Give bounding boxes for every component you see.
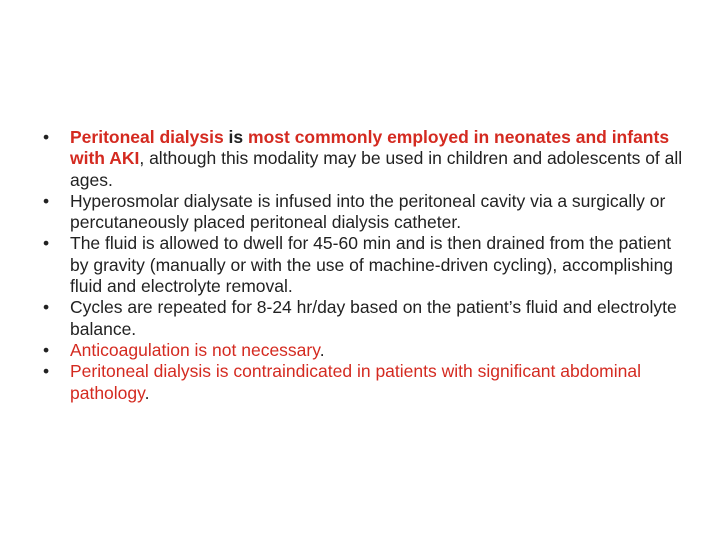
bullet-item-3 <box>43 233 693 297</box>
bullet-item-4 <box>43 297 693 340</box>
text-period: . <box>144 382 150 403</box>
bullet-item-5 <box>43 340 693 361</box>
text-period: . <box>319 339 325 360</box>
bullet-dot-icon: • <box>43 190 50 211</box>
text-dialysate-infusion: Hyperosmolar dialysate is infused into the peritoneal cavity via a surgically or percutaneously placed peritoneal dialysis catheter. <box>70 190 666 233</box>
text-is: is <box>223 127 249 147</box>
bullet-item-1 <box>43 127 693 191</box>
bullet-dot-icon: • <box>43 233 50 254</box>
text-contraindication: Peritoneal dialysis is contraindicated in patients with significant abdominal pathology <box>70 361 642 403</box>
term-peritoneal-dialysis: Peritoneal dialysis <box>70 127 224 147</box>
text-anticoagulation: Anticoagulation is not necessary <box>70 339 320 360</box>
bullet-dot-icon: • <box>43 339 50 360</box>
bullet-list <box>43 127 693 404</box>
text-cycles: Cycles are repeated for 8-24 hr/day based on the patient’s fluid and electrolyte balance. <box>70 297 677 339</box>
bullet-dot-icon: • <box>43 127 50 147</box>
text-age-range: , although this modality may be used in children and adolescents of all ages. <box>70 148 683 190</box>
bullet-item-2 <box>43 191 693 234</box>
bullet-dot-icon: • <box>43 297 50 318</box>
text-most-common-use: most commonly employed in neonates and infants with AKI <box>70 127 670 169</box>
text-fluid-dwell: The fluid is allowed to dwell for 45-60 min and is then drained from the patient by gravity (manually or with the use of machine-driven cycling), accomplishing fluid and electrolyte removal. <box>70 233 674 297</box>
bullet-dot-icon: • <box>43 361 50 382</box>
bullet-item-6 <box>43 361 693 404</box>
